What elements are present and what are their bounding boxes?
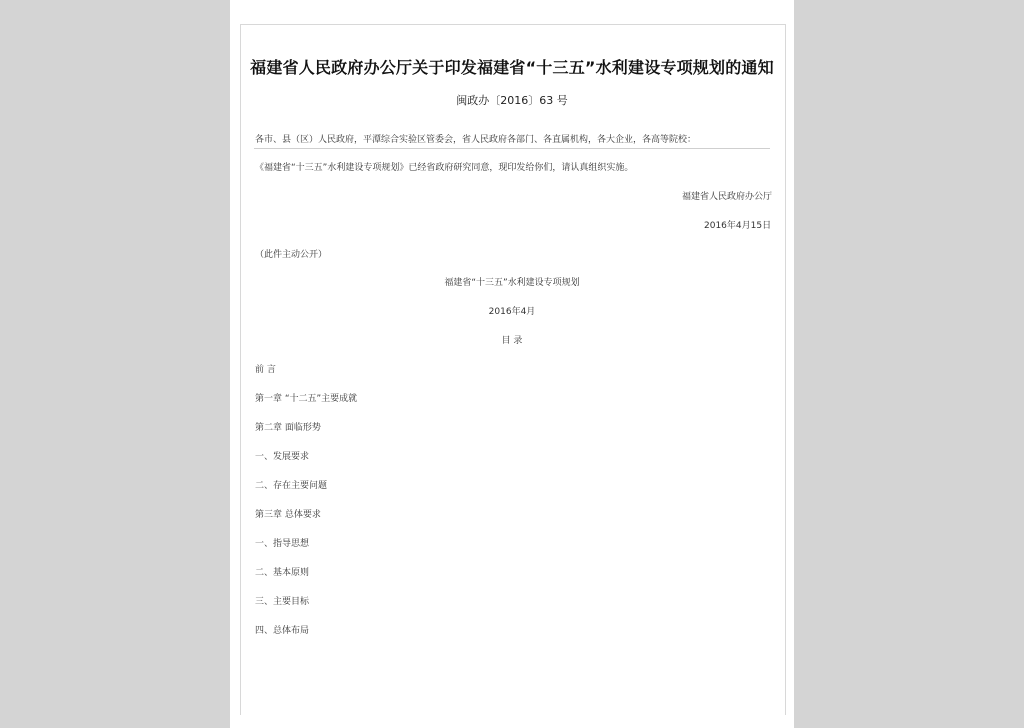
divider	[254, 148, 770, 149]
toc-item-3-4: 四、总体布局	[255, 626, 310, 636]
disclosure-note: （此件主动公开）	[255, 250, 328, 260]
toc-item-chapter-3: 第三章 总体要求	[255, 510, 321, 520]
page-frame	[240, 24, 786, 715]
issuer: 福建省人民政府办公厅	[682, 192, 773, 202]
toc-item-preface: 前 言	[255, 365, 276, 375]
toc-item-3-1: 一、指导思想	[255, 539, 310, 549]
issue-date: 2016年4月15日	[704, 221, 772, 231]
toc-item-2-2: 二、存在主要问题	[255, 481, 328, 491]
document-page	[230, 0, 794, 728]
toc-item-chapter-1: 第一章 “十二五”主要成就	[255, 394, 358, 404]
toc-item-2-1: 一、发展要求	[255, 452, 310, 462]
toc-item-3-3: 三、主要目标	[255, 597, 310, 607]
document-number: 闽政办〔2016〕63 号	[456, 94, 568, 107]
plan-title: 福建省“十三五”水利建设专项规划	[444, 278, 580, 288]
recipients-line: 各市、县（区）人民政府，平潭综合实验区管委会，省人民政府各部门、各直属机构，各大企业，各高等院校：	[255, 135, 697, 145]
toc-item-3-2: 二、基本原则	[255, 568, 310, 578]
plan-date: 2016年4月	[488, 307, 536, 317]
notice-title: 福建省人民政府办公厅关于印发福建省“十三五”水利建设专项规划的通知	[250, 58, 774, 77]
toc-item-chapter-2: 第二章 面临形势	[255, 423, 321, 433]
notice-body: 《福建省“十三五”水利建设专项规划》已经省政府研究同意，现印发给你们，请认真组织实施。	[255, 163, 634, 173]
toc-heading: 目 录	[501, 336, 523, 346]
